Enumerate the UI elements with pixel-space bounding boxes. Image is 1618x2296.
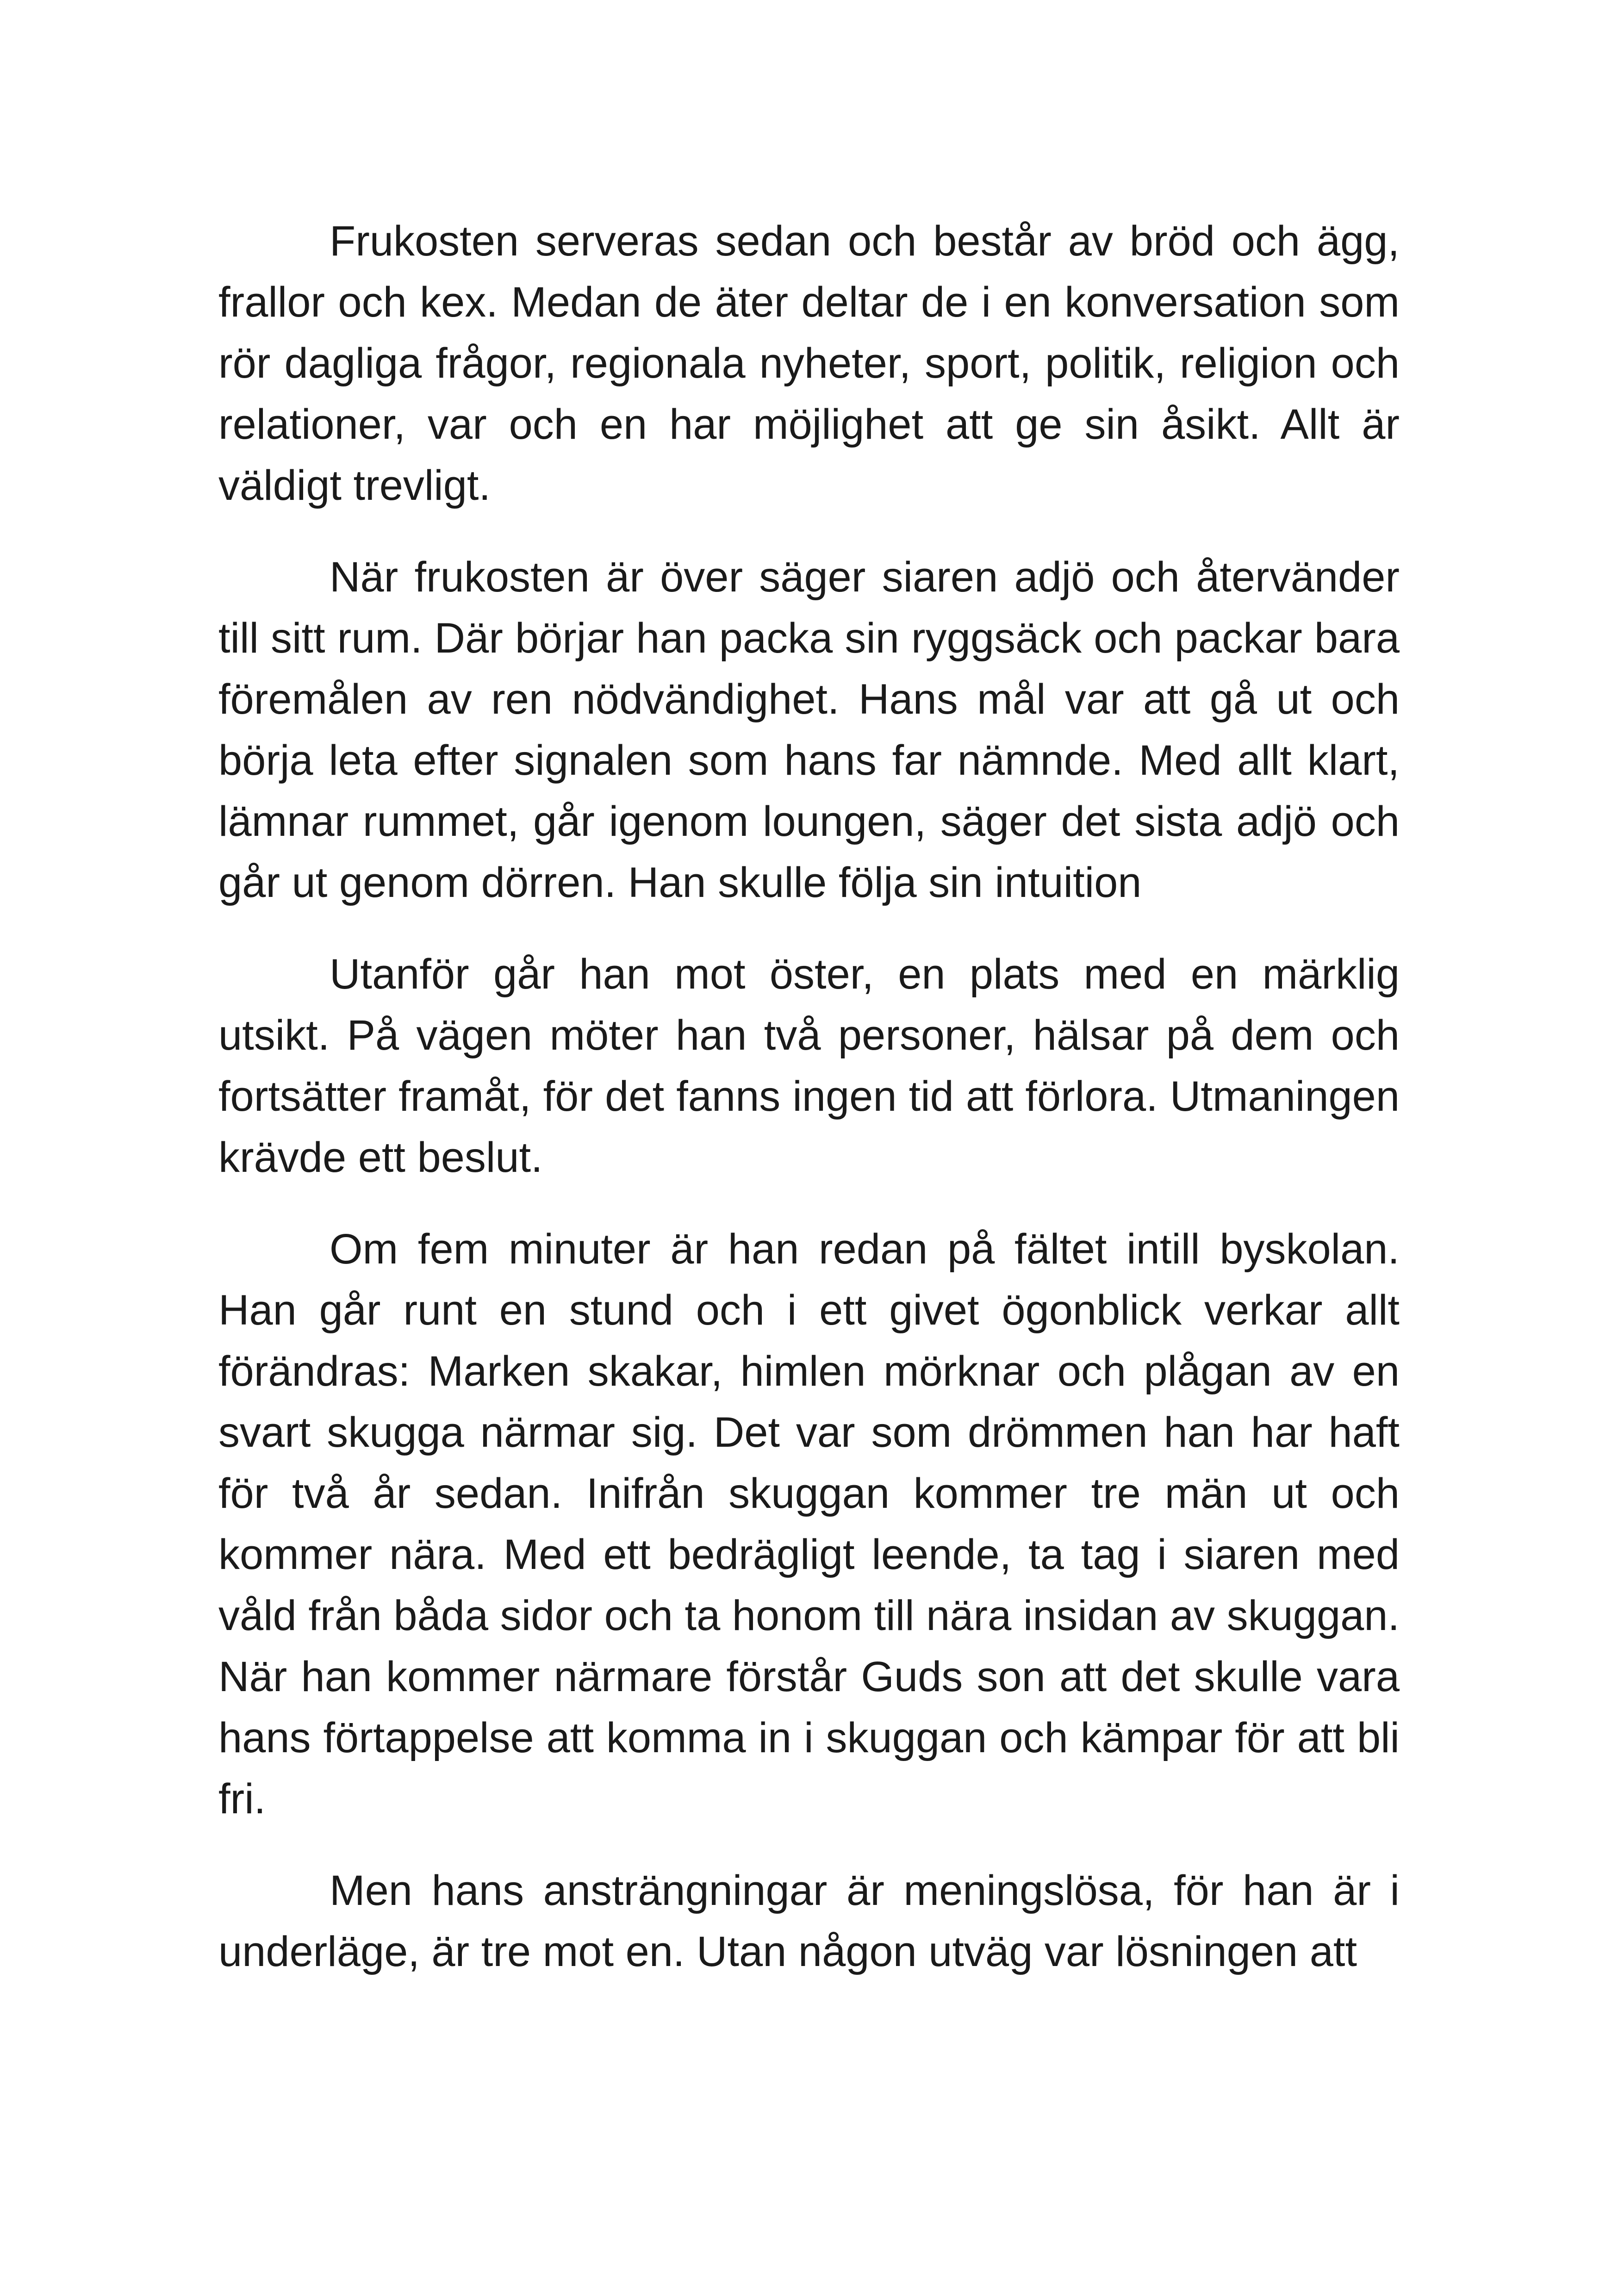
body-text bbox=[218, 211, 1400, 1982]
paragraph-1: Frukosten serveras sedan och består av bröd och ägg, frallor och kex. Medan de äter deltar de i en konversation som rör dagliga frågor, regionala nyheter, sport, politik, religion och relationer, var och en har möjlighet att ge sin åsikt. Allt är väldigt trevligt. bbox=[218, 218, 1400, 509]
paragraph-2: När frukosten är över säger siaren adjö och återvänder till sitt rum. Där börjar han packa sin ryggsäck och packar bara föremålen av ren nödvändighet. Hans mål var att gå ut och börja leta efter signalen som hans far nämnde. Med allt klart, lämnar rummet, går igenom loungen, säger det sista adjö och går ut genom dörren. Han skulle följa sin intuition bbox=[218, 554, 1400, 906]
paragraph-4: Om fem minuter är han redan på fältet intill byskolan. Han går runt en stund och i ett givet ögonblick verkar allt förändras: Marken skakar, himlen mörknar och plågan av en svart skugga närmar sig. Det var som drömmen han har haft för två år sedan. Inifrån skuggan kommer tre män ut och kommer nära. Med ett bedrägligt leende, ta tag i siaren med våld från båda sidor och ta honom till nära insidan av skuggan. När han kommer närmare förstår Guds son att det skulle vara hans förtappelse att komma in i skuggan och kämpar för att bli fri. bbox=[218, 1226, 1400, 1823]
paragraph-3: Utanför går han mot öster, en plats med en märklig utsikt. På vägen möter han två personer, hälsar på dem och fortsätter framåt, för det fanns ingen tid att förlora. Utmaningen krävde ett beslut. bbox=[218, 951, 1400, 1181]
paragraph-5: Men hans ansträngningar är meningslösa, för han är i underläge, är tre mot en. Utan någon utväg var lösningen att bbox=[218, 1867, 1400, 1975]
